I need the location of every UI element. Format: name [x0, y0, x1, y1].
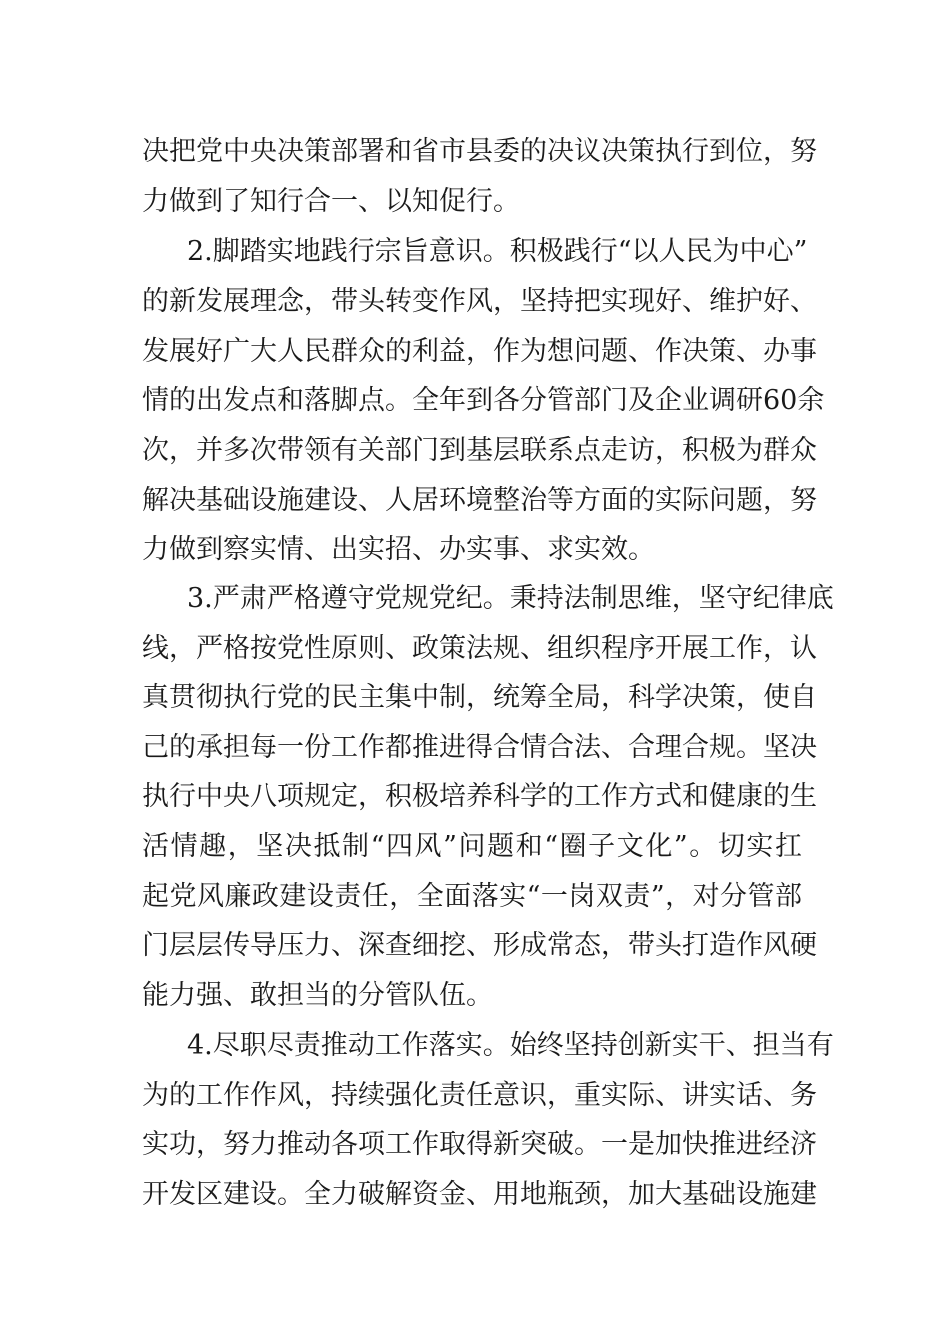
- line-text: 次，并多次带领有关部门到基层联系点走访，积极为群众: [142, 435, 817, 466]
- text-line: [0, 525, 950, 575]
- line-text: 4.尽职尽责推动工作落实。始终坚持创新实干、担当有: [187, 1030, 834, 1061]
- line-text: 情的出发点和落脚点。全年到各分管部门及企业调研60余: [142, 385, 825, 416]
- text-line: [0, 177, 950, 227]
- text-line: [0, 1071, 950, 1121]
- line-text: 实功，努力推动各项工作取得新突破。一是加快推进经济: [142, 1129, 817, 1160]
- line-text: 己的承担每一份工作都推进得合情合法、合理合规。坚决: [142, 732, 817, 763]
- text-line: [0, 476, 950, 526]
- text-line: [0, 127, 950, 177]
- line-text: 门层层传导压力、深查细挖、形成常态，带头打造作风硬: [142, 930, 817, 961]
- text-line: [0, 1170, 950, 1220]
- text-line: [0, 1021, 950, 1071]
- text-line: [0, 872, 950, 922]
- text-line: [0, 376, 950, 426]
- line-text: 力做到察实情、出实招、办实事、求实效。: [142, 534, 655, 565]
- text-line: [0, 624, 950, 674]
- text-line: [0, 772, 950, 822]
- line-text: 力做到了知行合一、以知促行。: [142, 186, 520, 217]
- text-line: [0, 1120, 950, 1170]
- line-text: 线，严格按党性原则、政策法规、组织程序开展工作，认: [142, 633, 817, 664]
- line-text: 2.脚踏实地践行宗旨意识。积极践行“以人民为中心”: [187, 236, 808, 267]
- text-line: [0, 921, 950, 971]
- text-line: [0, 574, 950, 624]
- line-text: 发展好广大人民群众的利益，作为想问题、作决策、办事: [142, 336, 817, 367]
- text-line: [0, 723, 950, 773]
- text-line: [0, 327, 950, 377]
- line-text: 活情趣，坚决抵制“四风”问题和“圈子文化”。切实扛: [142, 831, 802, 862]
- line-text: 真贯彻执行党的民主集中制，统筹全局，科学决策，使自: [142, 682, 817, 713]
- line-text: 能力强、敢担当的分管队伍。: [142, 980, 493, 1011]
- text-line: [0, 227, 950, 277]
- line-text: 决把党中央决策部署和省市县委的决议决策执行到位，努: [142, 136, 817, 167]
- text-line: [0, 277, 950, 327]
- text-line: [0, 426, 950, 476]
- line-text: 解决基础设施建设、人居环境整治等方面的实际问题，努: [142, 485, 817, 516]
- text-line: [0, 971, 950, 1021]
- text-line: [0, 822, 950, 872]
- text-line: [0, 673, 950, 723]
- line-text: 的新发展理念，带头转变作风，坚持把实现好、维护好、: [142, 286, 817, 317]
- line-text: 起党风廉政建设责任，全面落实“一岗双责”，对分管部: [142, 881, 802, 912]
- line-text: 开发区建设。全力破解资金、用地瓶颈，加大基础设施建: [142, 1179, 817, 1210]
- line-text: 为的工作作风，持续强化责任意识，重实际、讲实话、务: [142, 1080, 817, 1111]
- line-text: 3.严肃严格遵守党规党纪。秉持法制思维，坚守纪律底: [187, 583, 834, 614]
- line-text: 执行中央八项规定，积极培养科学的工作方式和健康的生: [142, 781, 817, 812]
